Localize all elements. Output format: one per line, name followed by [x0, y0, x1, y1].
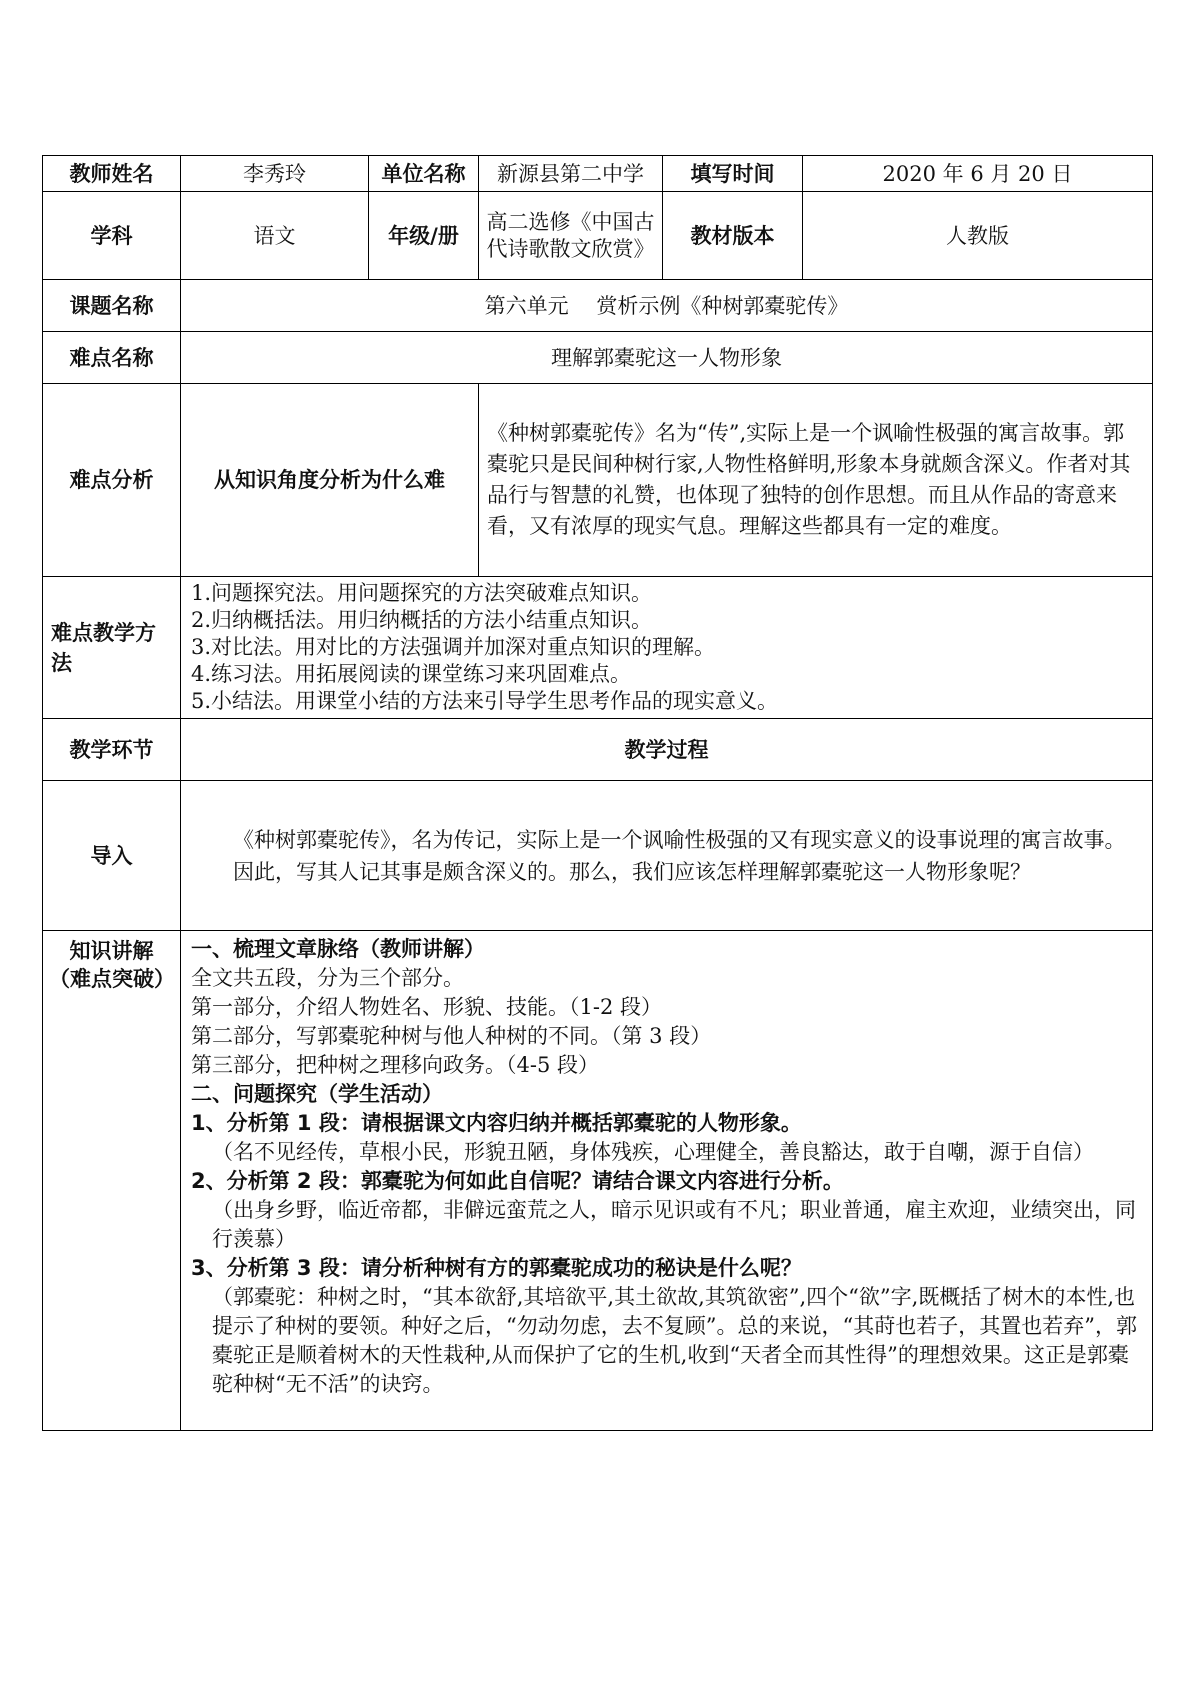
intro-row: [43, 781, 1153, 931]
unit-name: 新源县第二中学: [479, 156, 663, 192]
grade-value: 高二选修《中国古代诗歌散文欣赏》: [479, 192, 663, 280]
topic-value: 第六单元 赏析示例《种树郭橐驼传》: [181, 280, 1153, 332]
question-2: 2、分析第 2 段：郭橐驼为何如此自信呢？请结合课文内容进行分析。: [191, 1169, 844, 1193]
grade-label: 年级/册: [369, 192, 479, 280]
intro-text: [181, 781, 1153, 931]
process-title: 教学过程: [181, 719, 1153, 781]
answer-3: （郭橐驼：种树之时，“其本欲舒,其培欲平,其土欲故,其筑欲密”,四个“欲”字,既概括了树木的本性,也提示了种树的要领。种好之后，“勿动勿虑，去不复顾”。总的来说，“其莳也若子，其置也若弃”，郭橐驼正是顺着树木的天性栽种,从而保护了它的生机,收到“天者全而其性得”的理想效果。这正是郭橐驼种树“无不活”的诀窍。: [212, 1285, 1137, 1396]
analysis-label: 难点分析: [43, 384, 181, 577]
subject-value: 语文: [181, 192, 369, 280]
subject-label: 学科: [43, 192, 181, 280]
header-row-2: [43, 192, 1153, 280]
analysis-row: [43, 384, 1153, 577]
intro-label: 导入: [43, 781, 181, 931]
section-1-line: 第二部分，写郭橐驼种树与他人种树的不同。（第 3 段）: [191, 1024, 712, 1048]
intro-paragraph-1: 《种树郭橐驼传》，名为传记，实际上是一个讽喻性极强的又有现实意义的设事说理的寓言故事。: [233, 827, 1126, 852]
difficulty-value: 理解郭橐驼这一人物形象: [181, 332, 1153, 384]
header-row-1: [43, 156, 1153, 192]
section-2-title: 二、问题探究（学生活动）: [191, 1082, 443, 1106]
section-1-line: 第一部分，介绍人物姓名、形貌、技能。（1-2 段）: [191, 995, 662, 1019]
section-1-title: 一、梳理文章脉络（教师讲解）: [191, 937, 485, 961]
process-header-row: [43, 719, 1153, 781]
methods-label: 难点教学方法: [43, 577, 181, 719]
process-label: 教学环节: [43, 719, 181, 781]
edition-value: 人教版: [803, 192, 1153, 280]
difficulty-row: [43, 332, 1153, 384]
topic-label: 课题名称: [43, 280, 181, 332]
method-item: 4.练习法。用拓展阅读的课堂练习来巩固难点。: [191, 662, 632, 686]
answer-2: （出身乡野，临近帝都，非僻远蛮荒之人，暗示见识或有不凡；职业普通，雇主欢迎，业绩突出，同行羡慕）: [212, 1198, 1136, 1251]
method-item: 5.小结法。用课堂小结的方法来引导学生思考作品的现实意义。: [191, 689, 779, 713]
lesson-plan-table: [42, 155, 1153, 1431]
method-item: 2.归纳概括法。用归纳概括的方法小结重点知识。: [191, 608, 653, 632]
question-3: 3、分析第 3 段：请分析种树有方的郭橐驼成功的秘诀是什么呢？: [191, 1256, 802, 1280]
method-item: 3.对比法。用对比的方法强调并加深对重点知识的理解。: [191, 635, 716, 659]
methods-list: [181, 577, 1153, 719]
section-1-line: 全文共五段，分为三个部分。: [191, 966, 464, 990]
topic-row: [43, 280, 1153, 332]
answer-1: （名不见经传，草根小民，形貌丑陋，身体残疾，心理健全，善良豁达，敢于自嘲，源于自信）: [212, 1140, 1094, 1164]
knowledge-label: 知识讲解（难点突破）: [43, 931, 181, 1431]
analysis-sub-label: 从知识角度分析为什么难: [181, 384, 479, 577]
date-label: 填写时间: [663, 156, 803, 192]
edition-label: 教材版本: [663, 192, 803, 280]
question-1: 1、分析第 1 段：请根据课文内容归纳并概括郭橐驼的人物形象。: [191, 1111, 802, 1135]
fill-date: 2020 年 6 月 20 日: [803, 156, 1153, 192]
method-item: 1.问题探究法。用问题探究的方法突破难点知识。: [191, 581, 653, 605]
analysis-text: 《种树郭橐驼传》名为“传”,实际上是一个讽喻性极强的寓言故事。郭橐驼只是民间种树行家,人物性格鲜明,形象本身就颇含深义。作者对其品行与智慧的礼赞，也体现了独特的创作思想。而且从作品的寄意来看，又有浓厚的现实气息。理解这些都具有一定的难度。: [479, 384, 1153, 577]
intro-paragraph-2: 因此，写其人记其事是颇含深义的。那么，我们应该怎样理解郭橐驼这一人物形象呢？: [233, 859, 1031, 884]
teacher-name: 李秀玲: [181, 156, 369, 192]
knowledge-row: [43, 931, 1153, 1431]
teacher-label: 教师姓名: [43, 156, 181, 192]
knowledge-content: [181, 931, 1153, 1431]
difficulty-label: 难点名称: [43, 332, 181, 384]
methods-row: [43, 577, 1153, 719]
section-1-line: 第三部分，把种树之理移向政务。（4-5 段）: [191, 1053, 599, 1077]
unit-label: 单位名称: [369, 156, 479, 192]
